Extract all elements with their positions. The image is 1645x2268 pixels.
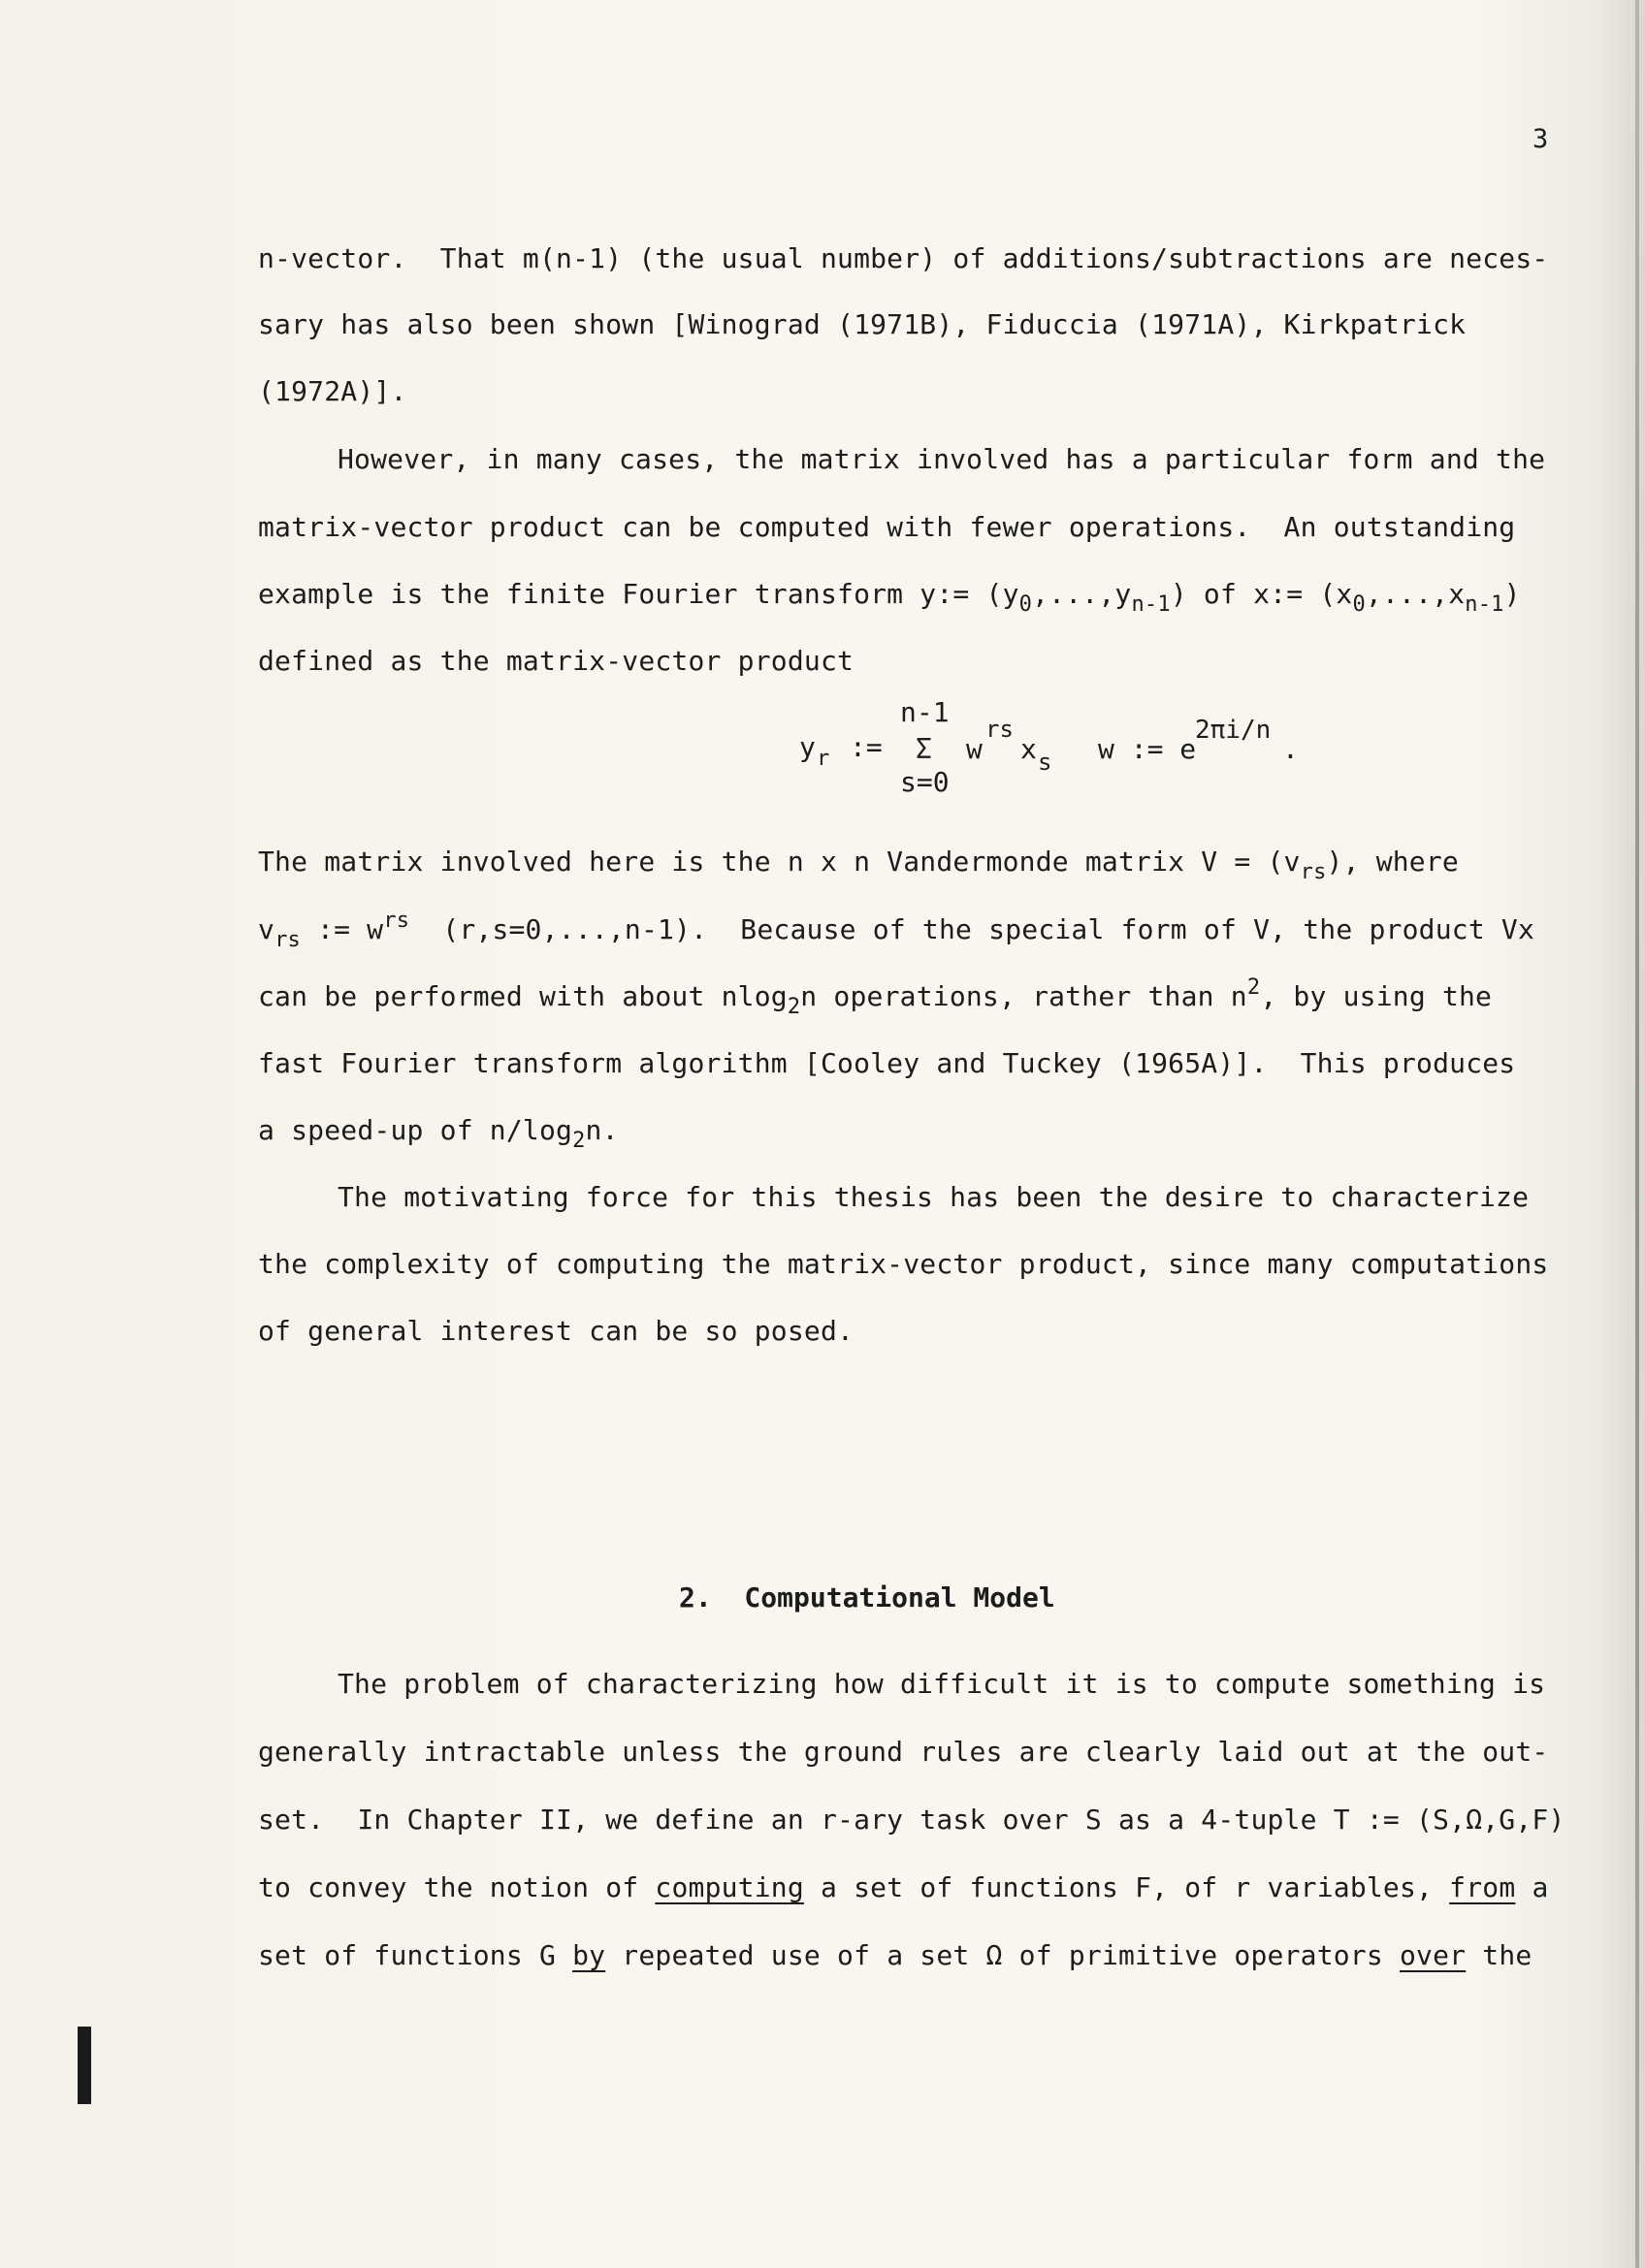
paragraph-1-line-1: n-vector. That m(n-1) (the usual number) of additions/subtractions are neces- [258,242,1549,274]
margin-mark [78,2027,91,2104]
formula-lhs-sub: r [817,747,830,771]
paragraph-3-line-2: $v_{rs}$ := $w^{rs}$ (r,s=0,...,n-1). Because of the special form of V, the product Vx [258,909,1535,952]
sum-upper-limit: n-1 [900,696,950,728]
paragraph-3-line-5: a speed-up of $n/\log_2n$. [258,1114,619,1153]
fourier-formula [795,692,1300,799]
page-number: 3 [1532,124,1549,154]
paragraph-2-line-3: example is the finite Fourier transform y:= $(y_0,...,y_{n-1})$ of x:= $(x_0,...,x_{n-1})$ [258,578,1521,617]
sigma-symbol: Σ [916,733,932,765]
formula-period: . [1282,733,1299,765]
paragraph-4-line-3: of general interest can be so posed. [258,1315,855,1347]
formula-x-sub: s [1038,749,1052,776]
section-heading: 2. Computational Model [679,1581,1055,1613]
paragraph-5-line-3: set. In Chapter II, we define an r-ary task over S as a 4-tuple T := (S,Ω,G,F) [258,1804,1565,1836]
paragraph-2-line-2: matrix-vector product can be computed with fewer operations. An outstanding [258,511,1516,543]
formula-w-sup: rs [985,716,1014,743]
formula-lhs: y [799,731,816,763]
paragraph-3-line-1: The matrix involved here is the n x n Vandermonde matrix $V = (v_{rs})$, where [258,846,1459,884]
paragraph-5-line-1: The problem of characterizing how difficult it is to compute something is [338,1668,1546,1700]
paragraph-5-line-5: set of functions G by repeated use of a set Ω of primitive operators over the [258,1939,1532,1971]
paragraph-5-line-2: generally intractable unless the ground rules are clearly laid out at the out- [258,1736,1549,1768]
paragraph-4-line-1: The motivating force for this thesis has been the desire to characterize [338,1181,1530,1213]
page-edge [1635,0,1639,2268]
paragraph-4-line-2: the complexity of computing the matrix-vector product, since many computations [258,1248,1549,1280]
paragraph-5-line-4: to convey the notion of computing a set of functions F, of r variables, from a [258,1871,1549,1903]
paragraph-3-line-4: fast Fourier transform algorithm [Cooley and Tuckey (1965A)]. This produces [258,1047,1516,1079]
formula-w-def: w := e [1098,733,1197,765]
paragraph-3-line-3: can be performed with about nlog$_2$n operations, rather than $n^2$, by using the [258,975,1493,1019]
paragraph-1-line-2: sary has also been shown [Winograd (1971B), Fiduccia (1971A), Kirkpatrick [258,308,1467,340]
formula-assign: := [850,731,883,763]
paragraph-2-line-1: However, in many cases, the matrix involved has a particular form and the [338,443,1546,475]
formula-exponent: 2πi/n [1195,716,1272,745]
paragraph-1-line-3: (1972A)]. [258,375,407,407]
sum-lower-limit: s=0 [900,766,950,798]
formula-w: w [966,733,983,765]
paragraph-2-line-4: defined as the matrix-vector product [258,645,855,677]
formula-x: x [1020,733,1037,765]
